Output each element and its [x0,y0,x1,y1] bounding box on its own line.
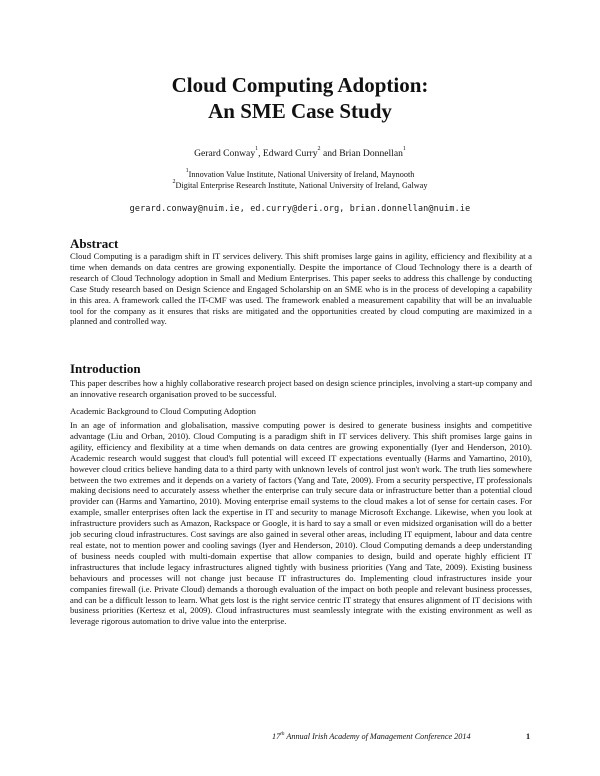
paper-title-line2: An SME Case Study [208,99,392,123]
author-list [0,148,600,159]
author-affiliation-mark: 1 [402,146,406,152]
footer-ordinal-suffix: th [280,731,285,737]
author-emails: gerard.conway@nuim.ie, ed.curry@deri.org, brian.donnellan@nuim.ie [129,203,471,213]
affiliation-mark: 2 [172,179,176,185]
author-separator: and [320,148,340,159]
abstract-heading: Abstract [70,236,119,251]
affiliation-text: Digital Enterprise Research Institute, National University of Ireland, Galway [175,181,428,190]
abstract-text: Cloud Computing is a paradigm shift in IT services delivery. This shift promises large gains in agility, efficiency and flexibility at a time when demands on data centres are growing exponentially. Despite the importance of Cloud Technology there is a dearth of research of Cloud Technology adoption in Small and Medium Enterprises. This paper seeks to address this challenge by conducting Case Study research based on Design Science and Engaged Scholarship on an SME who is in the process of developing a capability in this area. A framework called the IT-CMF was used. The framework enabled a measurement capability that will be an invaluable tool for the company as it ensures that risks are mitigated and the opportunities created by cloud computing are maximized in a planned and controlled way. [70,251,532,327]
footer-ordinal: 17 [272,732,281,741]
author-separator: , [258,148,263,159]
affiliation-mark: 1 [185,168,189,174]
affiliation-text: Innovation Value Institute, National University of Ireland, Maynooth [188,170,415,179]
author-affiliation-mark: 1 [255,146,259,152]
footer-conference: Annual Irish Academy of Management Conference 2014 [284,732,471,741]
author-name: Gerard Conway [194,148,256,159]
page-number: 1 [526,732,531,741]
author-name: Edward Curry [262,148,318,159]
body-text: In an age of information and globalisation, massive computing power is desired to generate business insights and competitive advantage (Liu and Orban, 2010). Cloud Computing is a paradigm shift in IT services delivery. This shift promises large gains in agility, efficiency and flexibility at a time when demands on data centres are growing exponentially (Iyer and Henderson, 2010). Academic research would suggest that cloud's full potential will exceed IT expectations eventually (Harms and Yamartino, 2010), however cloud critics believe handing data to a third party with unknown levels of control just won't work. The truth lies somewhere between the two extremes and it depends on a variety of factors (Yang and Tate, 2009). From a security perspective, IT professionals making decisions need to accurately assess whether the enterprise can truly secure data or infrastructure better than a potential cloud provider can (Harms and Yamartino, 2010). Moving enterprise email systems to the cloud makes a lot of sense for certain cases. For example, smaller enterprises often lack the expertise in IT and security to manage Microsoft Exchange. Likewise, when you look at infrastructure providers such as Amazon, Rackspace or Google, it is hard to say a small or even midsized organisation will do a better job securing cloud infrastructures. Cost savings are also gained in several other areas, including IT equipment, labour and data centre real estate, not to mention power and cooling savings (Iyer and Henderson, 2010). Cloud Computing demands a deep understanding of business needs coupled with multi-domain expertise that allow companies to design, build and operate highly efficient IT infrastructures that include legacy infrastructures aligned tightly with business priorities (Yang and Tate, 2009). Existing business behaviours and processes will not change just because IT infrastructures do. Implementing cloud infrastructures inside your companies firewall (i.e. Private Cloud) demands a thorough evaluation of the impact on both people and relevant business processes, and can be a difficult lesson to learn. What gets lost is the right service centric IT strategy that ensures alignment of IT decisions with business priorities (Kertesz et al, 2009). Cloud infrastructures must seamlessly integrate with the existing environment as well as leverage rigorous automation to drive value into the enterprise. [70,420,532,627]
introduction-heading: Introduction [70,361,141,376]
affiliation [0,170,600,179]
author-affiliation-mark: 2 [317,146,321,152]
introduction-text: This paper describes how a highly collaborative research project based on design science principles, involving a start-up company and an innovative research organisation proved to be successful. [70,378,532,399]
paper-title-line1: Cloud Computing Adoption: [171,73,429,97]
page-footer [272,732,471,741]
section-subheading: Academic Background to Cloud Computing Adoption [70,406,256,416]
affiliation [0,181,600,190]
author-name: Brian Donnellan [339,148,403,159]
